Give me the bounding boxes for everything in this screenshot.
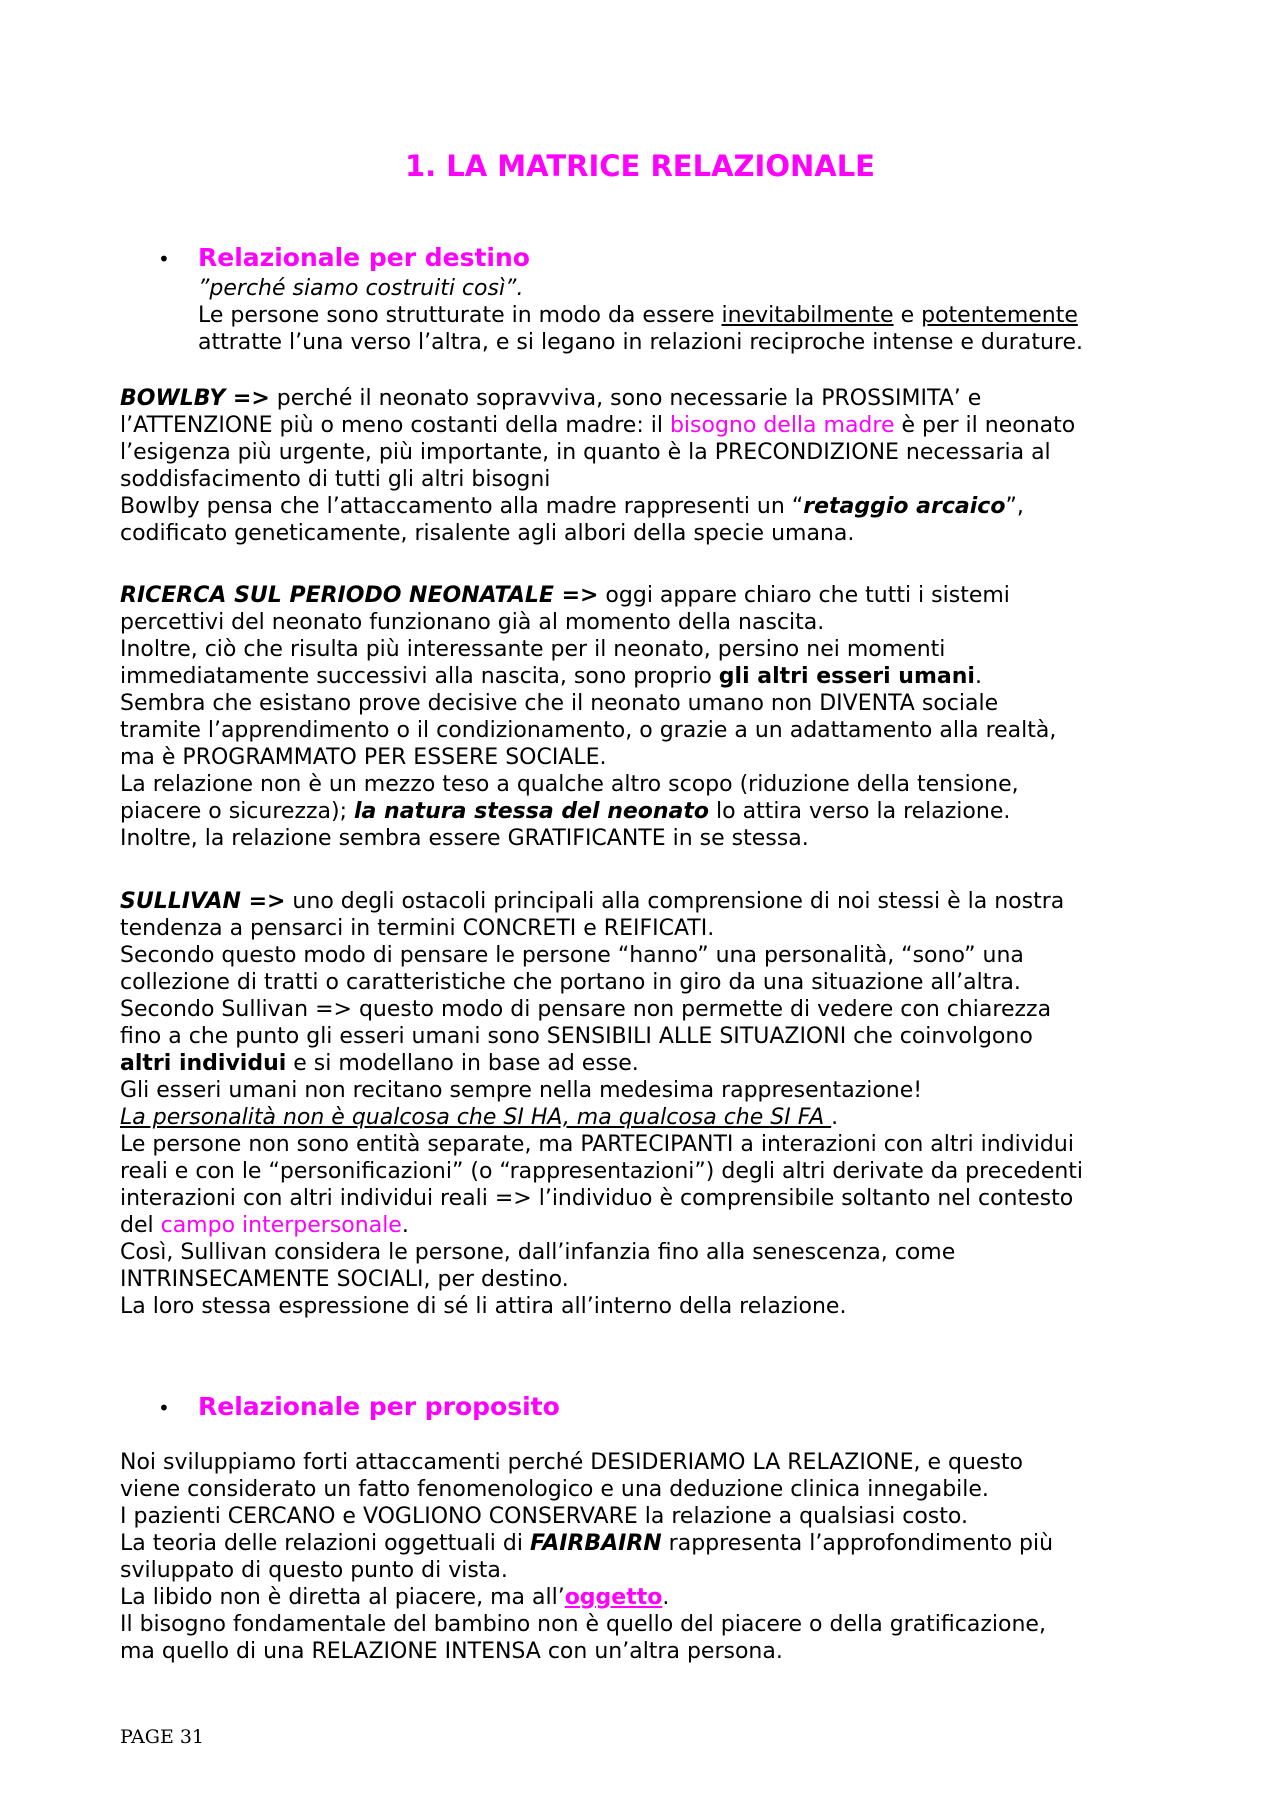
sullivan-paragraph: SULLIVAN => uno degli ostacoli principali alla comprensione di noi stessi è la nostra tendenza a pensarci in termini CONCRETI e REIFICATI. Secondo questo modo di pensare le persone “hanno” una personalità, “sono” una collezione di tratti o caratteristiche che portano in giro da una situazione all’altra. Secondo Sullivan => questo modo di pensare non permette di vedere con chiarezza fino a che punto gli esseri umani sono SENSIBILI ALLE SITUAZIONI che coinvolgono altri individui e si modellano in base ad esse. Gli esseri umani non recitano sempre nella medesima rappresentazione! La personalità non è qualcosa che SI HA, ma qualcosa che SI FA . Le persone non sono entità separate, ma PARTECIPANTI a interazioni con altri individui reali e con le “personificazioni” (o “rappresentazioni”) degli altri derivate da precedenti interazioni con altri individui reali => l’individuo è comprensibile soltanto nel contesto del campo interpersonale. Così, Sullivan considera le persone, dall’infanzia fino alla senescenza, come INTRINSECAMENTE SOCIALI, per destino. La loro stessa espressione di sé li attira all’interno della relazione.: [120, 889, 1084, 1319]
bullet-icon: •: [158, 247, 170, 271]
section-heading-label: Relazionale per destino: [198, 243, 530, 272]
page-title: 1. LA MATRICE RELAZIONALE: [405, 149, 875, 183]
bullet-icon: •: [158, 1396, 170, 1420]
page-number: PAGE 31: [120, 1726, 205, 1748]
highlight-bisogno-madre: bisogno della madre: [669, 413, 895, 438]
section2-body: Noi sviluppiamo forti attaccamenti perché DESIDERIAMO LA RELAZIONE, e questo viene considerato un fatto fenomenologico e una deduzione clinica innegabile. I pazienti CERCANO e VOGLIONO CONSERVARE la relazione a qualsiasi costo. La teoria delle relazioni oggettuali di FAIRBAIRN rappresenta l’approfondimento più sviluppato di questo punto di vista. La libido non è diretta al piacere, ma all’oggetto. Il bisogno fondamentale del bambino non è quello del piacere o della gratificazione, ma quello di una RELAZIONE INTENSA con un’altra persona.: [120, 1450, 1054, 1664]
highlight-oggetto: oggetto: [564, 1585, 663, 1610]
section-heading-label: Relazionale per proposito: [198, 1392, 560, 1421]
ricerca-label: RICERCA SUL PERIODO NEONATALE =>: [120, 583, 599, 608]
section-heading-proposito: [158, 1392, 560, 1423]
paragraph-line: attratte l’una verso l’altra, e si legano in relazioni reciproche intense e durature.: [198, 330, 1083, 355]
bowlby-paragraph: BOWLBY => perché il neonato sopravviva, sono necessarie la PROSSIMITA’ e l’ATTENZIONE più o meno costanti della madre: il bisogno della madre è per il neonato l’esigenza più urgente, più importante, in quanto è la PRECONDIZIONE necessaria al soddisfacimento di tutti gli altri bisogni Bowlby pensa che l’attaccamento alla madre rappresenti un “retaggio arcaico”, codificato geneticamente, risalente agli albori della specie umana.: [120, 386, 1076, 546]
ricerca-paragraph: RICERCA SUL PERIODO NEONATALE => oggi appare chiaro che tutti i sistemi percettivi del neonato funzionano già al momento della nascita. Inoltre, ciò che risulta più interessante per il neonato, persino nei momenti immediatamente successivi alla nascita, sono proprio gli altri esseri umani. Sembra che esistano prove decisive che il neonato umano non DIVENTA sociale tramite l’apprendimento o il condizionamento, o grazie a un adattamento alla realtà, ma è PROGRAMMATO PER ESSERE SOCIALE. La relazione non è un mezzo teso a qualche altro scopo (riduzione della tensione, piacere o sicurezza); la natura stessa del neonato lo attira verso la relazione. Inoltre, la relazione sembra essere GRATIFICANTE in se stessa.: [120, 583, 1057, 851]
section-heading-destino: [158, 243, 530, 274]
paragraph-line: Le persone sono strutturate in modo da essere inevitabilmente e potentemente: [198, 303, 1078, 328]
section1-body: [198, 275, 1198, 356]
sullivan-label: SULLIVAN =>: [120, 889, 286, 914]
highlight-campo-interpersonale: campo interpersonale: [160, 1213, 402, 1238]
quote-text: ”perché siamo costruiti così”.: [198, 276, 524, 301]
bowlby-label: BOWLBY =>: [120, 386, 270, 411]
